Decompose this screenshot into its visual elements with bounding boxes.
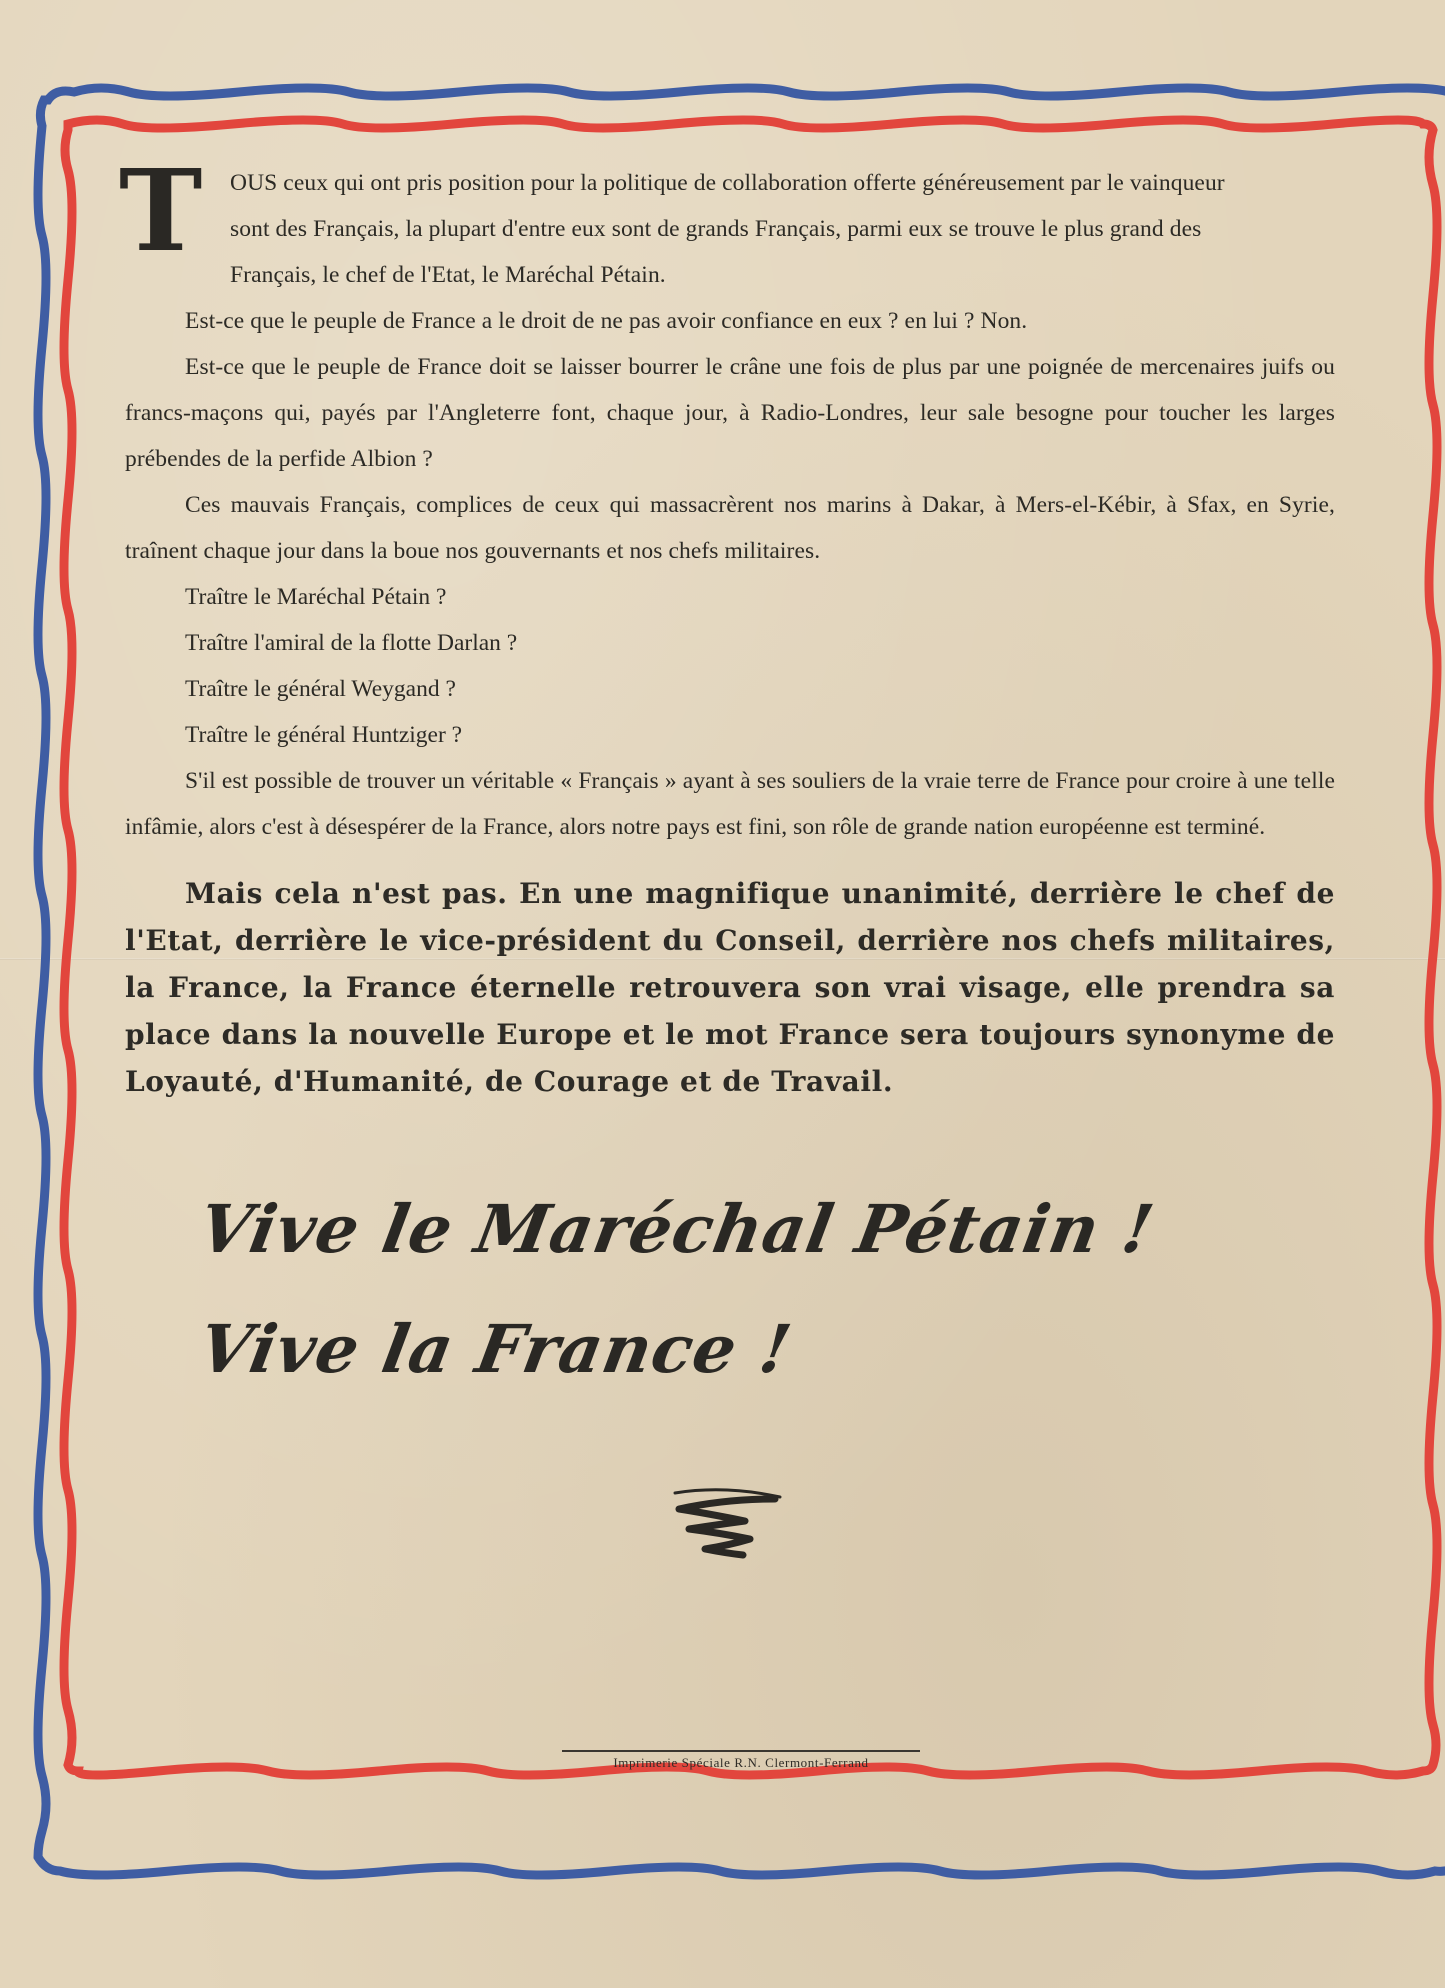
paragraph-confiance: Est-ce que le peuple de France a le droit de ne pas avoir confiance en eux ? en lui ? Non. [185, 308, 1028, 334]
paragraph-mauvais-francais: Ces mauvais Français, complices de ceux qui massacrèrent nos marins à Dakar, à Mers-el-Kébir, à Sfax, en Syrie, traînent chaque jour dans la boue nos gouvernants et nos chefs militaires. [125, 492, 1335, 564]
signature-flourish-icon [665, 1485, 785, 1560]
drop-cap: T [119, 146, 203, 277]
printer-imprint: Imprimerie Spéciale R.N. Clermont-Ferrand [562, 1750, 920, 1771]
paragraph-mercenaires: Est-ce que le peuple de France doit se laisser bourrer le crâne une fois de plus par une poignée de mercenaires juifs ou francs-maçons qui, payés par l'Angleterre font, chaque jour, à Radio-Londres, leur sale besogne pour toucher les larges prébendes de la perfide Albion ? [125, 354, 1335, 472]
intro-line-1: OUS ceux qui ont pris position pour la politique de collaboration offerte généreusement par le vainqueur [230, 170, 1225, 196]
question-darlan: Traître l'amiral de la flotte Darlan ? [185, 630, 518, 656]
intro-paragraph [119, 146, 1335, 298]
intro-line-2: sont des Français, la plupart d'entre eux sont de grands Français, parmi eux se trouve le plus grand des [230, 216, 1202, 242]
intro-line-3: Français, le chef de l'Etat, le Maréchal Pétain. [230, 262, 666, 288]
leaflet-body [119, 146, 1335, 1133]
slogan-vive-france: Vive la France ! [193, 1310, 798, 1388]
bold-manifesto-paragraph [125, 870, 1335, 1105]
bold-manifesto-text: Mais cela n'est pas. En une magnifique unanimité, derrière le chef de l'Etat, derrière le vice-président du Conseil, derrière nos chefs militaires, la France, la France éternelle retrouvera son vrai visage, elle prendra sa place dans la nouvelle Europe et le mot France sera toujours synonyme de Loyauté, d'Humanité, de Courage et de Travail. [125, 877, 1335, 1098]
paragraph-infamie: S'il est possible de trouver un véritable « Français » ayant à ses souliers de la vraie terre de France pour croire à une telle infâmie, alors c'est à désespérer de la France, alors notre pays est fini, son rôle de grande nation européenne est terminé. [125, 768, 1335, 840]
question-huntziger: Traître le général Huntziger ? [185, 722, 463, 748]
question-weygand: Traître le général Weygand ? [185, 676, 456, 702]
slogan-vive-petain: Vive le Maréchal Pétain ! [193, 1190, 1161, 1268]
question-petain: Traître le Maréchal Pétain ? [185, 584, 447, 610]
